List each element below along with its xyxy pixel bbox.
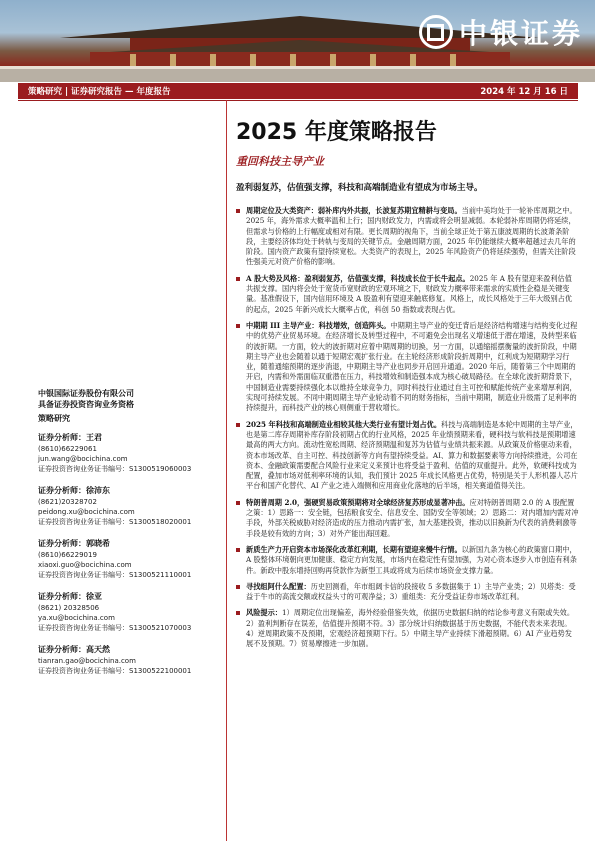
key-point — [236, 206, 579, 268]
report-type-bar — [18, 83, 578, 99]
analyst-email[interactable]: jun.wang@bocichina.com — [38, 455, 128, 463]
analyst-email[interactable]: ya.xu@bocichina.com — [38, 614, 115, 622]
key-point-body: 历史回测看，年市组阔卡信的段接收 5 多数据集于 1）主导产业类；2）贝塔类：受益于牛市的高流交额或权益头寸的可观净益；3）重组类：充分受益证券市场改革红利。 — [246, 581, 576, 602]
key-point-head: A 股大势及风格：盈利弱复苏，估值强支撑，科技成长位于长牛起点。 — [246, 273, 470, 283]
boc-logo-icon — [419, 15, 453, 49]
analyst-name: 证券分析师：王君 — [38, 433, 102, 442]
key-points — [236, 206, 579, 656]
firm-name: 中银国际证券股份有限公司 — [38, 389, 134, 398]
brand-logo — [419, 12, 583, 52]
analyst-email[interactable]: tianran.gao@bocichina.com — [38, 657, 136, 665]
report-date: 2024 年 12 月 16 日 — [480, 87, 568, 97]
key-point-head: 特朗普周期 2.0，强硬贸易政策预期将对全球经济复苏形成显著冲击。 — [246, 497, 470, 507]
page-subtitle: 重回科技主导产业 — [236, 155, 324, 168]
key-point-body: 科技与高端制造是本轮中周期的主导产业，也是第二库存周期补库存阶段初期占优的行业风格，2025 年业绩预期来看，硬科技与软科技是预期增速最高的两大方向。流动性宽松周期、经济预期温和复苏为估值与业绩共振来源。从政策及价格驱动来看，资本市场改革、自主可控、科技创新等方向有望持续受益。AI、算力和数据要素等方向持续推进，公司在资本、金融政策需要配合风险行业来定义来预计也将受益于盈利、估值的双重提升。此外，软硬科技成为配置，叠加市场对低利率环境的认知，我们预计 2025 年成长风格更占优势，特别是关于人形机器人芯片平台和国产化替代、AI 产业之进入端侧和应用商业化落地的后半场，相关赛道值得关注。 — [246, 419, 578, 491]
key-point-head: 中期期 III 主导产业：科技增效，创造阵头。 — [246, 320, 391, 330]
brand-name: 中银证券 — [458, 17, 583, 50]
key-point — [236, 321, 579, 414]
key-point-head: 风险提示： — [246, 608, 282, 618]
analyst-cert: 证券投资咨询业务证书编号：S1300519060003 — [38, 465, 192, 473]
key-point-body: 当前中美均处于一轮补库周期之中。2025 年，海外需求大概率温和上行；国内财政发力，内需或将会明显减弱。本轮弱补库周期仍将延续，但需求与价格的上行幅度或相对有限。更长周期的视角下，当前全球正处于第五康波周期的长波萧条阶段，主要经济体均处于转轨与变局的关键节点。金融周期方面，2025 年仍能继续大概率超越过去几年的阶段。国内资产政策有望持续宽松。大类资产的表现上，2025 年风险资产仍将延续强势，但需关注阶段性强美元对资产价格的影响。 — [246, 206, 577, 267]
analyst-name: 证券分析师：徐亚 — [38, 592, 102, 601]
analyst-phone: (8621) 20328506 — [38, 604, 100, 612]
key-point — [236, 498, 579, 539]
analyst-phone: (8610)66229019 — [38, 551, 97, 559]
analyst-email[interactable]: peidong.xu@bocichina.com — [38, 508, 135, 516]
report-category: 策略研究 | 证券研究报告 — 年度报告 — [28, 87, 171, 97]
key-point-head: 2025 年科技和高端制造业相较其他大类行业有望计划占优。 — [246, 419, 442, 429]
key-point-body: 以新国九条为核心的政策窗口期中，A 股整体环境朝向更加健康、稳定方向发展，市场内在稳定性有望加强，为对心资本逐步入市创造有利条件。新政中股东增持回购再贷款作为新型工具或将成为后续市场资金支撑力量。 — [246, 544, 577, 575]
key-point — [236, 608, 579, 649]
analyst-phone: (8610)66229061 — [38, 445, 97, 453]
key-point — [236, 274, 579, 315]
analyst-cert: 证券投资咨询业务证书编号：S1300521110001 — [38, 571, 192, 579]
key-point-head: 新质生产力开启资本市场深化改革红利期，长期有望迎来慢牛行情。 — [246, 544, 462, 554]
summary-lede: 盈利弱复苏，估值强支撑，科技和高端制造业有望成为市场主导。 — [236, 183, 483, 193]
analyst-card — [38, 644, 223, 676]
key-point-body: 中期期主导产业的变迁背后是经济结构增速与结构变化过程中的优势产业贸易环境。在经济增长及转型过程中，不可避免会出现名义增速低于潜在增速，及转型来临的波折期。一方面，较大的波折期对应着中期周期的切换，另一方面，以通缩摇摆衡量的波折阶段，中期期主导产业也会随着以通于短期宏观扩张行业。在主轮经济形成阶段折周期中，红利成为短期期学习行业，随着通缩预期的逐步消退，中期期主导产业也同步开启回升通道。2020 年后，随着第三个中周期的开启，内需和外需面临双重潜在压力，科技增效和制造强本成为核心破局路径。在全球化波折期背景下，中国制造业需要持续强化本以维持全球竞争力，同时科技行业通过自主可控和赋能传统产业来增厚利润，实现可持续发展。不同中期周期主导产业轮动着不同的财务指标，当前中期期，制造业升级需了足利率的持续提升，而科技产业的核心则侧重于营收增长。 — [246, 320, 578, 413]
analyst-name: 证券分析师：高天然 — [38, 645, 110, 654]
column-divider — [226, 100, 227, 841]
key-point — [236, 420, 579, 492]
analyst-phone: (8621)20328702 — [38, 498, 97, 506]
analyst-card — [38, 538, 223, 580]
analyst-cert: 证券投资咨询业务证书编号：S1300518020001 — [38, 518, 192, 526]
analyst-card — [38, 432, 223, 474]
analyst-cert: 证券投资咨询业务证书编号：S1300522100001 — [38, 667, 192, 675]
analyst-sidebar — [38, 388, 223, 687]
department: 策略研究 — [38, 414, 70, 423]
analyst-cert: 证券投资咨询业务证书编号：S1300521070003 — [38, 624, 192, 632]
hero-banner — [0, 0, 595, 82]
key-point-head: 周期定位及大类资产：弱补库内外共振，长波复苏期宜精耕与变局。 — [246, 206, 462, 215]
key-point-body: 应对特朗普周期 2.0 的 A 股配置之策：1）思路一：安全链，包括粮食安全、信息安全、国防安全等领域；2）思路二：对内增加内需对冲手段，外部关税威胁对经济造成的压力推动内需扩张，加大基建投资，推动以旧换新为代表的消费刺激等手段是较有效的方向；3）对外产能出海回避。 — [246, 497, 579, 538]
page-title: 2025 年度策略报告 — [236, 120, 437, 145]
analyst-name: 证券分析师：郭晓希 — [38, 539, 110, 548]
analyst-card — [38, 485, 223, 527]
key-point — [236, 545, 579, 576]
analyst-card — [38, 591, 223, 633]
key-point-head: 寻找组阿什么配置： — [246, 581, 311, 591]
key-point-body: 2025 年 A 股有望迎来盈利估值共振支撑。国内将会处于宽货币宽财政的宏观环境之下，财政发力概率带来需求的实质性企稳是关键变量。基准假设下，国内信用环境及 A 股盈利有望迎来触底修复。风格上，成长风格处于三年大级别占优的起点，2025 年新兴成长大概率占优，科创 50 指数或表现占优。 — [246, 273, 573, 314]
key-point-body: 1）周期定位出现偏差，海外经验借鉴失效，依据历史数据归纳的结论参考意义有限或失效。2）盈利判断存在误差，估值提升预期不符。3）部分统计归纳数据基于历史数据，不能代表未来表现。4）逆周期政策不及预期，宏观经济超预期下行。5）中期主导产业持续下滑超预期。6）AI 产业趋势发展不及预期。7）贸易摩擦进一步加剧。 — [246, 608, 575, 649]
divider — [18, 100, 578, 101]
analyst-name: 证券分析师：徐沛东 — [38, 486, 110, 495]
analyst-email[interactable]: xiaoxi.guo@bocichina.com — [38, 561, 132, 569]
key-point — [236, 582, 579, 603]
firm-qualification: 具备证券投资咨询业务资格 — [38, 400, 134, 409]
